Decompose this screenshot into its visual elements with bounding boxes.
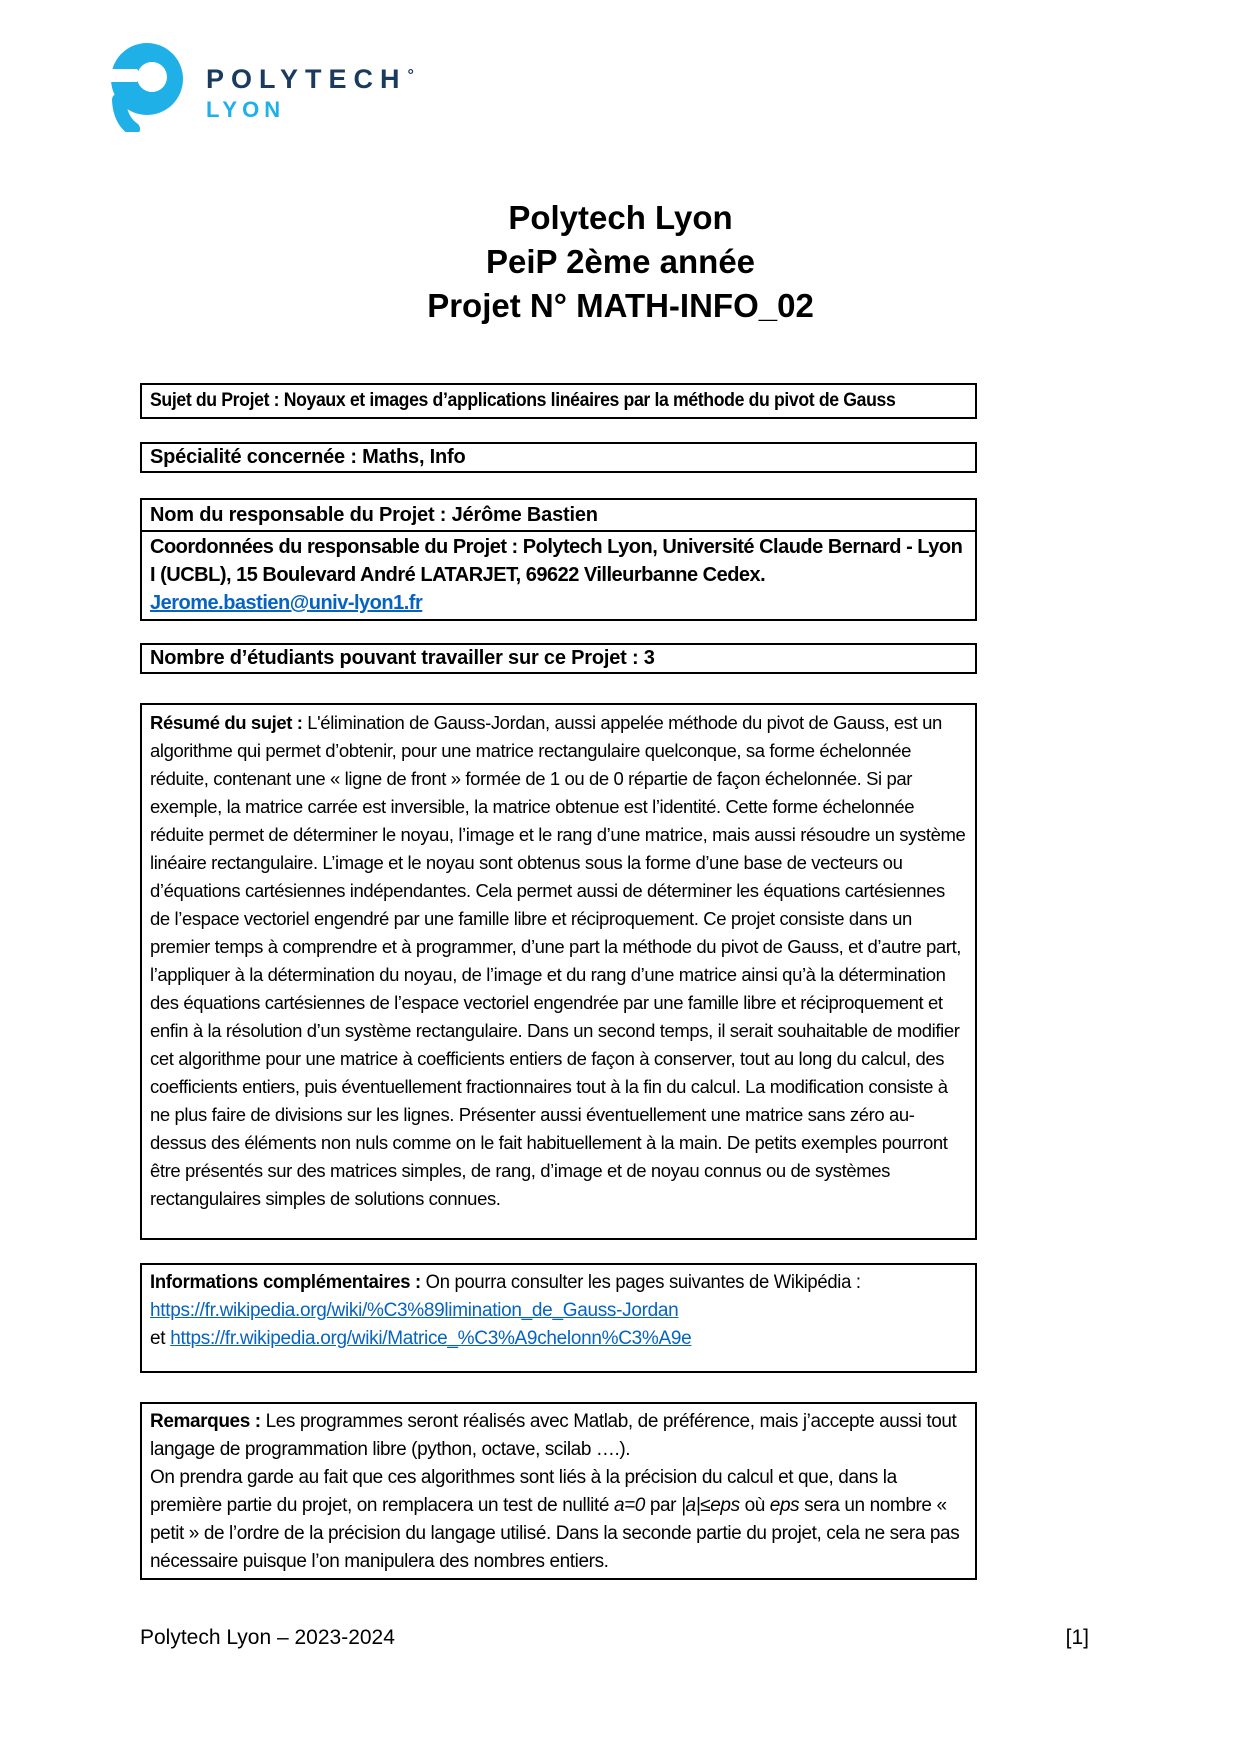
additional-info-line bbox=[150, 1269, 861, 1297]
additional-info-box bbox=[140, 1263, 977, 1373]
title-line-project: Projet N° MATH-INFO_02 bbox=[427, 287, 814, 324]
remarks-p2-part2: par bbox=[644, 1495, 681, 1516]
student-count-text: Nombre d’étudiants pouvant travailler sur ce Projet : 3 bbox=[150, 647, 655, 669]
additional-info-label: Informations complémentaires : bbox=[150, 1272, 421, 1293]
footer-page-number: [1] bbox=[1065, 1626, 1089, 1649]
supervisor-email-link[interactable]: Jerome.bastien@univ-lyon1.fr bbox=[150, 592, 423, 614]
remarks-italic-a-equals-0: a=0 bbox=[613, 1495, 645, 1516]
logo-city-text: LYON bbox=[206, 97, 286, 122]
abstract-label: Résumé du sujet : bbox=[150, 712, 303, 733]
supervisor-name-row bbox=[142, 500, 975, 532]
title-line-school: Polytech Lyon bbox=[508, 199, 733, 236]
logo-brand-text bbox=[206, 66, 414, 93]
wikipedia-link-1-line bbox=[150, 1297, 967, 1325]
supervisor-contact-text: Coordonnées du responsable du Projet : Polytech Lyon, Université Claude Bernard - Lyon I (UCBL), 15 Boulevard André LATARJET, 69622 Villeurbanne Cedex. bbox=[150, 536, 963, 586]
remarks-paragraph-2 bbox=[150, 1464, 967, 1576]
remarks-p2-part1: On prendra garde au fait que ces algorithmes sont liés à la précision du calcul et que, dans la première partie du projet, on remplacera un test de nullité bbox=[150, 1467, 897, 1516]
remarks-paragraph-1 bbox=[150, 1408, 967, 1464]
logo-trademark: ° bbox=[407, 67, 414, 84]
remarks-italic-abs-a-leq-eps: |a|≤eps bbox=[681, 1495, 740, 1516]
title-line-year: PeiP 2ème année bbox=[485, 243, 756, 280]
polytech-logo bbox=[106, 40, 414, 132]
speciality-text: Spécialité concernée : Maths, Info bbox=[150, 446, 466, 468]
remarks-italic-eps: eps bbox=[769, 1495, 800, 1516]
conjunction-text: et bbox=[150, 1328, 166, 1349]
wikipedia-link-1[interactable]: https://fr.wikipedia.org/wiki/%C3%89limination_de_Gauss-Jordan bbox=[150, 1300, 679, 1321]
remarks-p2-part4: sera un nombre « petit » de l’ordre de la précision du langage utilisé. Dans la seconde partie du projet, cela ne sera pas nécessaire puisque l’on manipulera des nombres entiers. bbox=[150, 1495, 960, 1572]
document-title bbox=[140, 196, 1101, 328]
project-subject-box bbox=[140, 383, 977, 419]
remarks-paragraph-1-text: Les programmes seront réalisés avec Matlab, de préférence, mais j’accepte aussi tout langage de programmation libre (python, octave, scilab ….). bbox=[150, 1411, 957, 1460]
supervisor-contact-row bbox=[142, 532, 975, 619]
student-count-box bbox=[140, 643, 977, 674]
remarks-label: Remarques : bbox=[150, 1411, 261, 1432]
abstract-text: L'élimination de Gauss-Jordan, aussi appelée méthode du pivot de Gauss, est un algorithme qui permet d’obtenir, pour une matrice rectangulaire quelconque, sa forme échelonnée réduite, contenant une « ligne de front » formée de 1 ou de 0 répartie de façon échelonnée. Si par exemple, la matrice carrée est inversible, la matrice obtenue est l’identité. Cette forme échelonnée réduite permet de déterminer le noyau, l’image et le rang d’une matrice, mais aussi résoudre un système linéaire rectangulaire. L’image et le noyau sont obtenus sous la forme d’une base de vecteurs ou d’équations cartésiennes indépendantes. Cela permet aussi de déterminer les équations cartésiennes de l’espace vectoriel engendré par une famille libre et réciproquement. Ce projet consiste dans un premier temps à comprendre et à programmer, d’une part la méthode du pivot de Gauss, et d’autre part, l’appliquer à la détermination du noyau, de l’image et du rang d’une matrice ainsi qu’à la détermination des équations cartésiennes de l’espace vectoriel engendrée par une famille libre et réciproquement et enfin à la résolution d’un système rectangulaire. Dans un second temps, il serait souhaitable de modifier cet algorithme pour une matrice à coefficients entiers de façon à conserver, tout au long du calcul, des coefficients entiers, puis éventuellement fractionnaires tout à la fin du calcul. La modification consiste à ne plus faire de divisions sur les lignes. Présenter aussi éventuellement une matrice sans zéro au-dessus des éléments non nuls comme on le fait habituellement à la main. De petits exemples pourront être présentés sur des matrices simples, de rang, d’image et de noyau connus ou de systèmes rectangulaires simples de solutions connues. bbox=[150, 712, 966, 1209]
project-subject-text: Sujet du Projet : Noyaux et images d’applications linéaires par la méthode du pivot de Gauss bbox=[150, 390, 896, 411]
page-footer bbox=[140, 1626, 1089, 1650]
remarks-box bbox=[140, 1402, 977, 1580]
polytech-logo-icon bbox=[106, 40, 184, 132]
remarks-p2-part3: où bbox=[739, 1495, 770, 1516]
wikipedia-link-2-line bbox=[150, 1325, 967, 1353]
abstract-box bbox=[140, 703, 977, 1240]
supervisor-box bbox=[140, 498, 977, 621]
logo-brand-word: POLYTECH bbox=[206, 64, 407, 94]
wikipedia-link-2[interactable]: https://fr.wikipedia.org/wiki/Matrice_%C3%A9chelonn%C3%A9e bbox=[170, 1328, 692, 1349]
footer-school-year: Polytech Lyon – 2023-2024 bbox=[140, 1626, 395, 1649]
speciality-box bbox=[140, 442, 977, 473]
supervisor-name-text: Nom du responsable du Projet : Jérôme Bastien bbox=[150, 503, 598, 526]
additional-info-intro: On pourra consulter les pages suivantes de Wikipédia : bbox=[420, 1272, 861, 1293]
logo-text bbox=[206, 66, 414, 121]
